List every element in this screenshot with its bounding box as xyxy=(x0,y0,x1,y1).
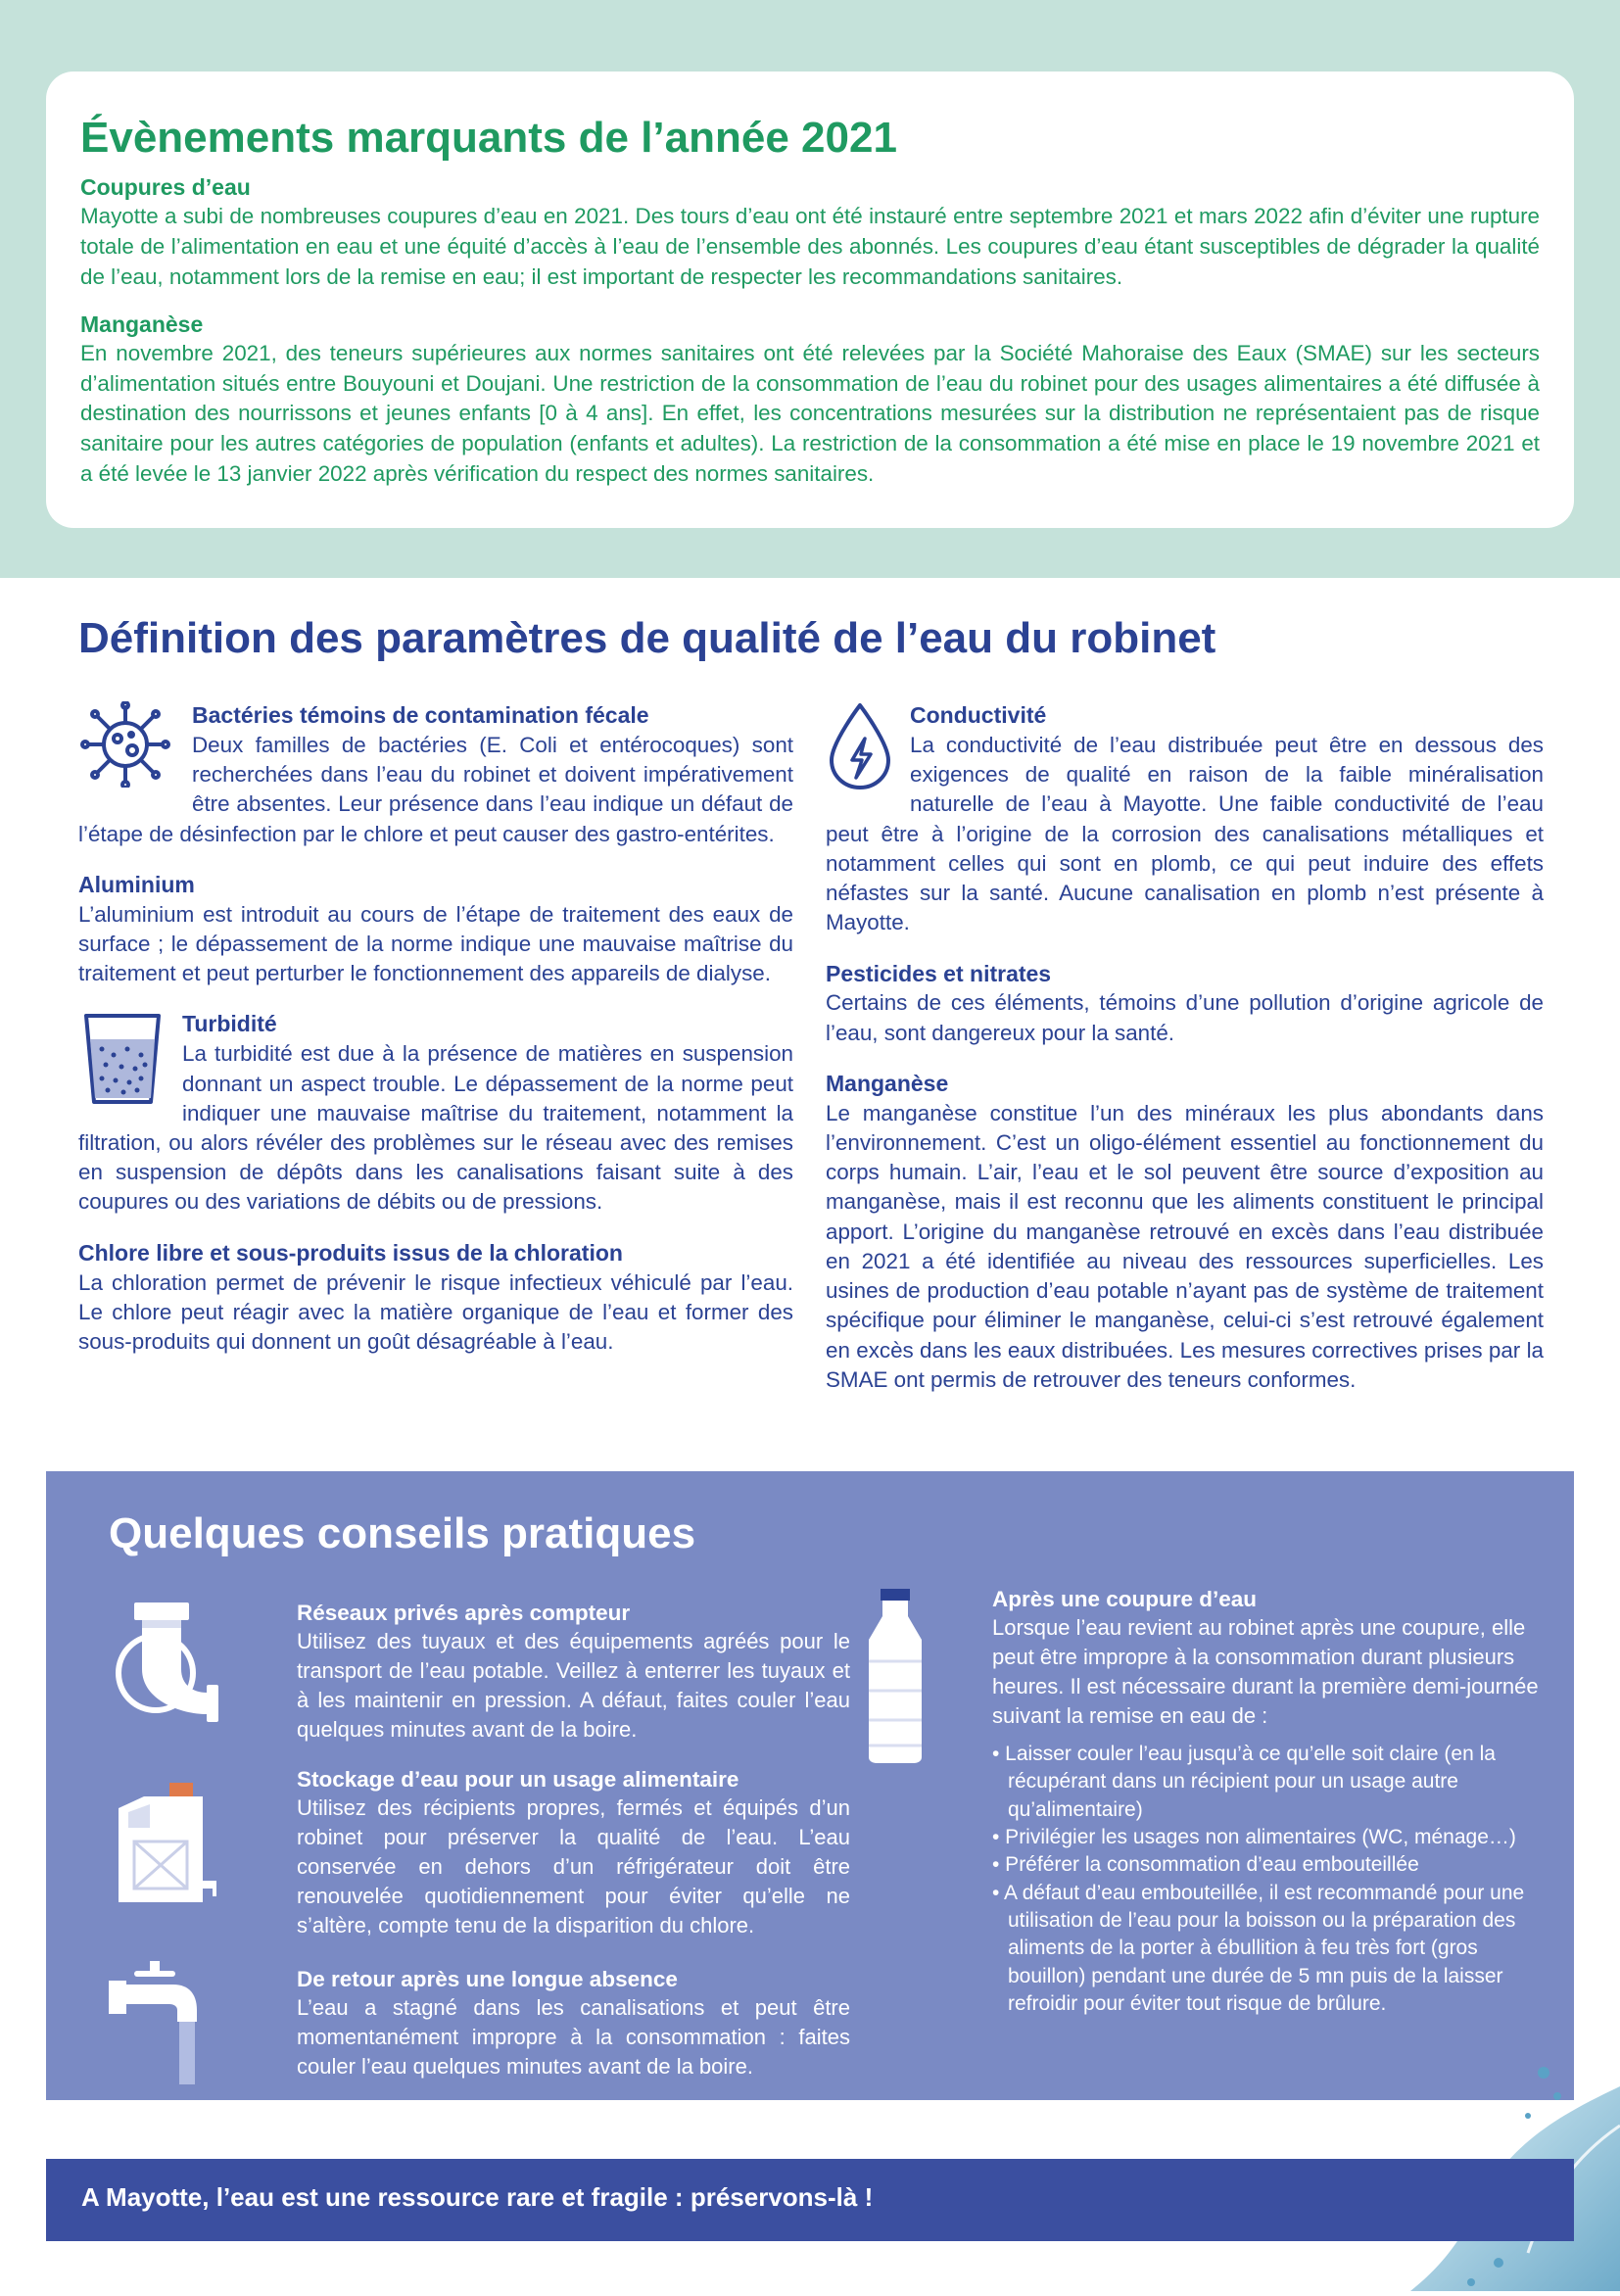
tip-text: L’eau a stagné dans les canalisations et peut être momentanément impropre à la consommation : faites couler l’eau quelques minutes avant de la boire. xyxy=(297,1995,850,2080)
definitions-left-column xyxy=(78,701,793,1378)
tip-text: Lorsque l’eau revient au robinet après une coupure, elle peut être impropre à la consommation durant plusieurs heures. Il est nécessaire durant la première demi-journée suivant la remise en eau de : xyxy=(992,1615,1539,1728)
tip-text-block xyxy=(297,1765,850,1940)
footer-bar xyxy=(46,2159,1574,2241)
tip-bullet-list xyxy=(992,1741,1560,2018)
definition-text: Certains de ces éléments, témoins d’une pollution d’origine agricole de l’eau, sont dangereux pour la santé. xyxy=(826,990,1544,1045)
definition-heading: Manganèse xyxy=(826,1070,949,1096)
events-title: Évènements marquants de l’année 2021 xyxy=(80,114,897,162)
definition-pesticides xyxy=(826,960,1544,1048)
definition-heading: Bactéries témoins de contamination fécale xyxy=(192,702,649,728)
list-item: • Privilégier les usages non alimentaires (WC, ménage…) xyxy=(992,1825,1516,1848)
definition-heading: Aluminium xyxy=(78,871,195,897)
definition-text: La turbidité est due à la présence de matières en suspension donnant un aspect trouble. Le dépassement de la norme peut indiquer une mauvaise maîtrise du traitement, notamment la filtration, ou alors révéler des problèmes sur le réseau avec des remises en suspension de dépôts dans les canalisations faisant suite à des coupures ou des variations de débits ou de pressions. xyxy=(78,1041,793,1215)
tip-text-block xyxy=(992,1585,1560,2018)
water-bottle-icon xyxy=(861,1589,929,1770)
list-item: • Laisser couler l’eau jusqu’à ce qu’elle soit claire (en la récupérant dans un récipient pour un usage autre qu’alimentaire) xyxy=(992,1742,1496,1821)
definition-text: Deux familles de bactéries (E. Coli et entérocoques) sont recherchées dans l’eau du robinet et doivent impérativement être absentes. Leur présence dans l’eau indique un défaut de l’étape de désinfection par le chlore et peut causer des gastro-entérites. xyxy=(78,732,793,846)
definition-manganese xyxy=(826,1070,1544,1395)
events-section-manganese xyxy=(80,311,1540,490)
definition-bacteria xyxy=(78,701,793,849)
tip-text-block xyxy=(297,1965,850,2081)
tips-title: Quelques conseils pratiques xyxy=(109,1509,696,1557)
tip-heading: Réseaux privés après compteur xyxy=(297,1601,631,1625)
tip-text-block xyxy=(297,1599,850,1745)
definition-chlorine xyxy=(78,1239,793,1358)
bacteria-icon xyxy=(78,701,176,792)
events-section-text: Mayotte a subi de nombreuses coupures d’eau en 2021. Des tours d’eau ont été instauré entre septembre 2021 et mars 2022 afin d’éviter une rupture totale de l’alimentation en eau et une équité d’accès à l’eau de l’ensemble des abonnés. Les coupures d’eau étant susceptibles de dégrader la qualité de l’eau, notamment lors de la remise en eau; il est important de respecter les recommandations sanitaires. xyxy=(80,204,1540,289)
definition-turbidity xyxy=(78,1010,793,1217)
list-item: • Préférer la consommation d’eau embouteillée xyxy=(992,1853,1419,1877)
tip-text: Utilisez des tuyaux et des équipements agréés pour le transport de l’eau potable. Veillez à enterrer les tuyaux et à les maintenir en pression. A défaut, faites couler l’eau quelques minutes avant de la boire. xyxy=(297,1629,850,1742)
definition-heading: Turbidité xyxy=(182,1011,277,1037)
jerrycan-icon xyxy=(105,1779,222,1911)
faucet-icon xyxy=(105,1957,222,2089)
definition-heading: Pesticides et nitrates xyxy=(826,960,1052,986)
tip-absence xyxy=(105,1965,849,2102)
definitions-title: Définition des paramètres de qualité de l’eau du robinet xyxy=(78,614,1216,662)
tip-private-networks xyxy=(105,1599,849,1765)
list-item: • A défaut d’eau embouteillée, il est recommandé pour une utilisation de l’eau pour la boisson ou la préparation des aliments de la porter à ébullition à feu très fort (gros bouillon) pendant une durée de 5 mn puis de la laisser refroidir pour éviter tout risque de brûlure. xyxy=(992,1881,1525,2015)
tip-heading: Après une coupure d’eau xyxy=(992,1587,1258,1611)
definitions-right-column xyxy=(826,701,1544,1416)
events-section-heading: Manganèse xyxy=(80,311,204,337)
definition-text: L’aluminium est introduit au cours de l’étape de traitement des eaux de surface ; le dépassement de la norme indique une mauvaise maîtrise du traitement et peut perturber le fonctionnement des appareils de dialyse. xyxy=(78,901,793,986)
definition-text: Le manganèse constitue l’un des minéraux les plus abondants dans l’environnement. C’est un oligo-élément essentiel au fonctionnement du corps humain. L’air, l’eau et le sol peuvent être source d’exposition au manganèse, mais il est reconnu que les aliments constituent le principal apport. L’origine du manganèse retrouvé en excès dans l’eau distribuée en 2021 a été identifiée au niveau des ressources superficielles. Les usines de production d’eau potable n’ayant pas de système de traitement spécifique pour éliminer le manganèse, celui-ci s’est retrouvé également en excès dans les eaux distribuées. Les mesures correctives prises par la SMAE ont permis de retrouver des teneurs conformes. xyxy=(826,1100,1544,1392)
definition-aluminium xyxy=(78,871,793,989)
tip-after-cut xyxy=(859,1585,1564,2084)
events-section-heading: Coupures d’eau xyxy=(80,174,251,201)
water-glass-icon xyxy=(78,1010,167,1113)
definition-text: La chloration permet de prévenir le risque infectieux véhiculé par l’eau. Le chlore peut réagir avec la matière organique de l’eau et former des sous-produits qui donnent un goût désagréable à l’eau. xyxy=(78,1269,793,1355)
events-card xyxy=(46,72,1574,528)
pipe-icon xyxy=(105,1599,222,1731)
footer-slogan: A Mayotte, l’eau est une ressource rare et fragile : préservons-là ! xyxy=(81,2182,874,2212)
definition-conductivity xyxy=(826,701,1544,938)
water-drop-lightning-icon xyxy=(826,701,894,796)
tip-heading: De retour après une longue absence xyxy=(297,1967,678,1991)
definition-heading: Conductivité xyxy=(910,702,1047,728)
definition-heading: Chlore libre et sous-produits issus de la chloration xyxy=(78,1239,623,1266)
tip-text: Utilisez des récipients propres, fermés et équipés d’un robinet pour préserver la qualité de l’eau. L’eau conservée en dehors d’un réfrigérateur doit être renouvelée quotidiennement pour éviter qu’elle ne s’altère, compte tenu de la disparition du chlore. xyxy=(297,1795,850,1937)
events-section-text: En novembre 2021, des teneurs supérieures aux normes sanitaires ont été relevées par la Société Mahoraise des Eaux (SMAE) sur les secteurs d’alimentation situés entre Bouyouni et Doujani. Une restriction de la consommation de l’eau du robinet pour des usages alimentaires a été diffusée à destination des nourrissons et jeunes enfants [0 à 4 ans]. En effet, les concentrations mesurées sur la distribution ne représentaient pas de risque sanitaire pour les autres catégories de population (enfants et adultes). La restriction de la consommation a été mise en place le 19 novembre 2021 et a été levée le 13 janvier 2022 après vérification du respect des normes sanitaires. xyxy=(80,340,1540,487)
tips-panel xyxy=(46,1471,1574,2100)
events-section-water-cuts xyxy=(80,173,1540,292)
tip-heading: Stockage d’eau pour un usage alimentaire xyxy=(297,1767,739,1792)
tip-storage xyxy=(105,1765,850,1937)
definition-text: La conductivité de l’eau distribuée peut être en dessous des exigences de qualité en raison de la faible minéralisation naturelle de l’eau à Mayotte. Une faible conductivité de l’eau peut être à l’origine de la corrosion des canalisations métalliques et notamment celles qui sont en plomb, ce qui peut induire des effets néfastes sur la santé. Aucune canalisation en plomb n’est présente à Mayotte. xyxy=(826,732,1544,935)
